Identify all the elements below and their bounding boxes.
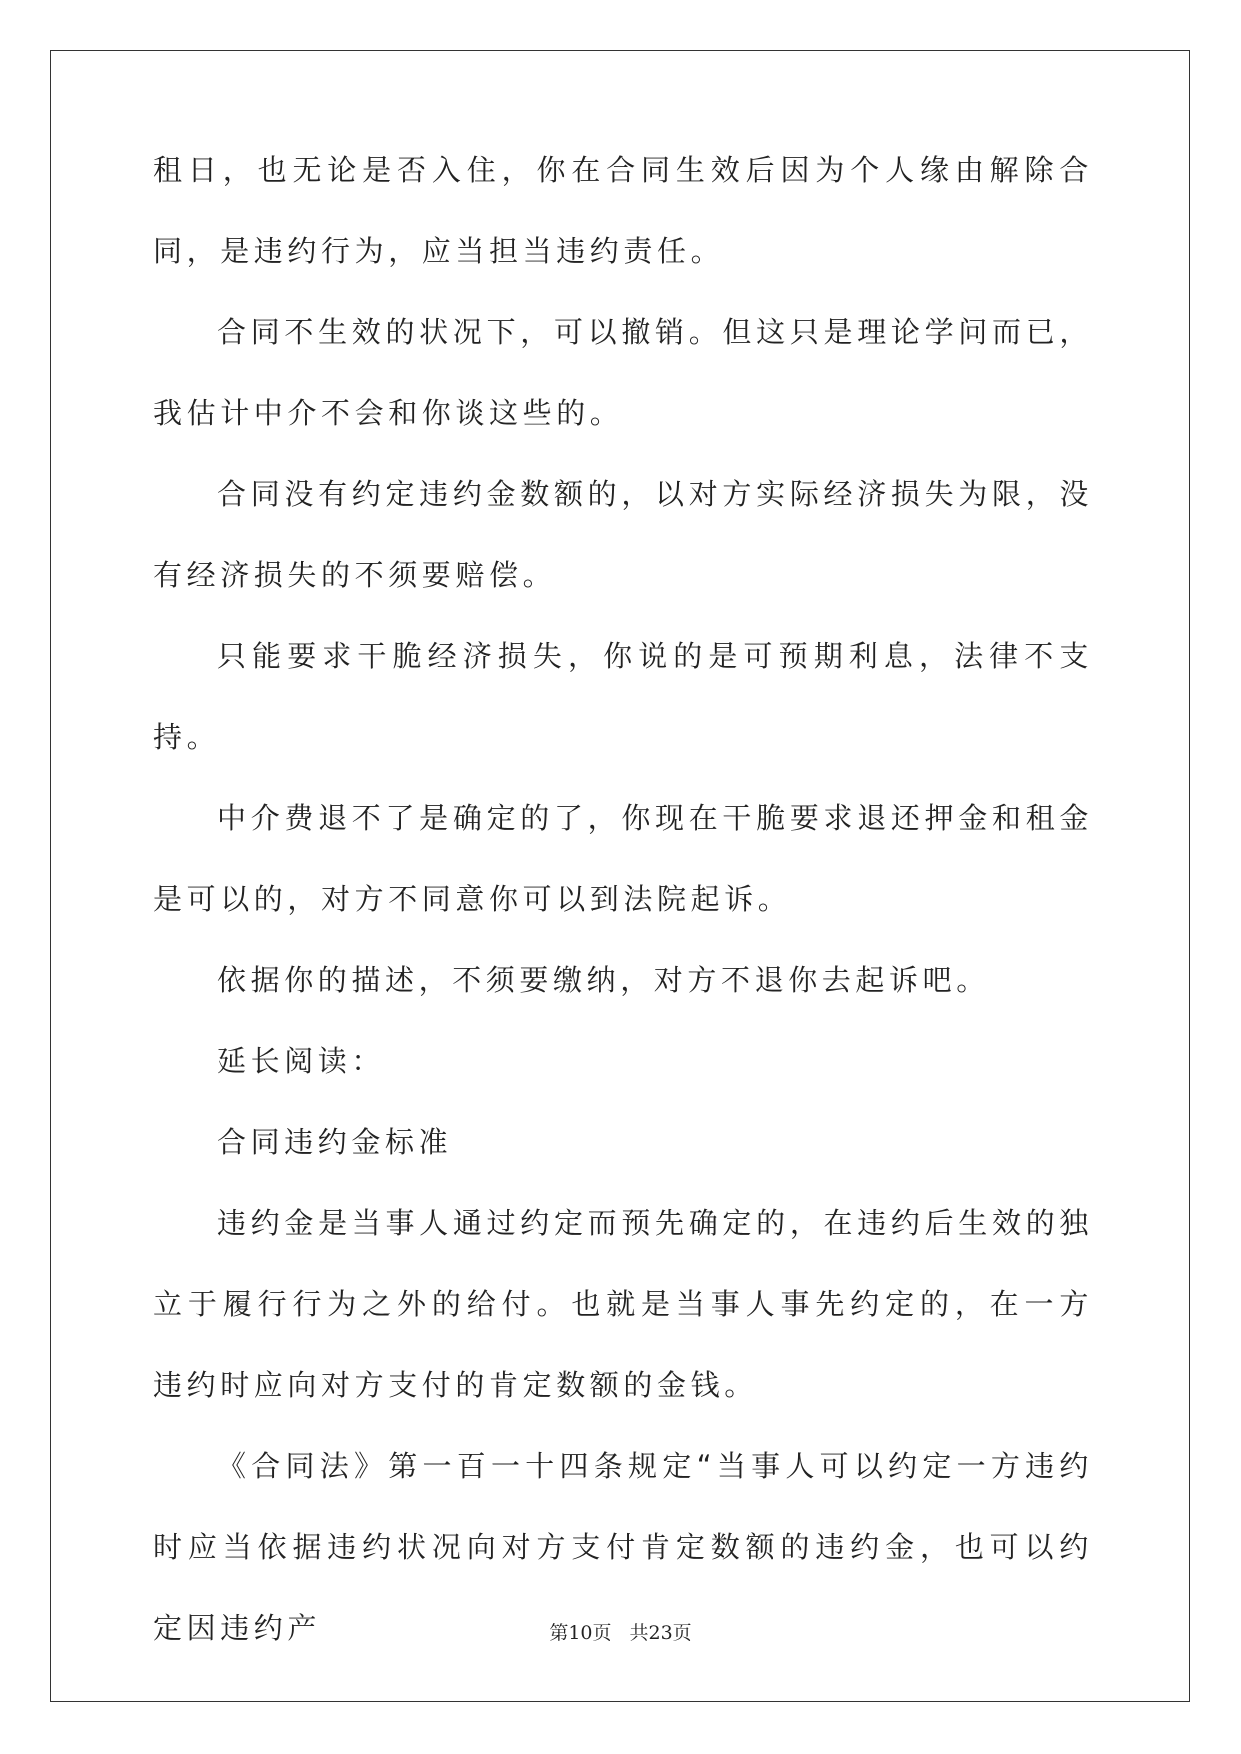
paragraph: 《合同法》第一百一十四条规定“当事人可以约定一方违约时应当依据违约状况向对方支付肯定数额的违约金，也可以约定因违约产 [153, 1449, 1093, 1645]
page-number: 第10页 [549, 1622, 612, 1644]
paragraph: 租日，也无论是否入住，你在合同生效后因为个人缘由解除合同，是违约行为，应当担当违约责任。 [153, 153, 1093, 268]
paragraph: 违约金是当事人通过约定而预先确定的，在违约后生效的独立于履行行为之外的给付。也就是当事人事先约定的，在一方违约时应向对方支付的肯定数额的金钱。 [153, 1206, 1093, 1402]
paragraph: 中介费退不了是确定的了，你现在干脆要求退还押金和租金是可以的，对方不同意你可以到法院起诉。 [153, 801, 1093, 916]
paragraph: 只能要求干脆经济损失，你说的是可预期利息，法律不支持。 [153, 639, 1093, 754]
page-total: 共23页 [629, 1622, 692, 1644]
page-footer [0, 1618, 1241, 1645]
paragraph: 合同不生效的状况下，可以撤销。但这只是理论学问而已，我估计中介不会和你谈这些的。 [153, 315, 1093, 430]
paragraph: 延长阅读： [217, 1044, 386, 1078]
section-heading: 合同违约金标准 [217, 1125, 453, 1159]
paragraph: 合同没有约定违约金数额的，以对方实际经济损失为限，没有经济损失的不须要赔偿。 [153, 477, 1093, 592]
paragraph: 依据你的描述，不须要缴纳，对方不退你去起诉吧。 [217, 963, 990, 997]
document-body [153, 130, 1093, 1669]
